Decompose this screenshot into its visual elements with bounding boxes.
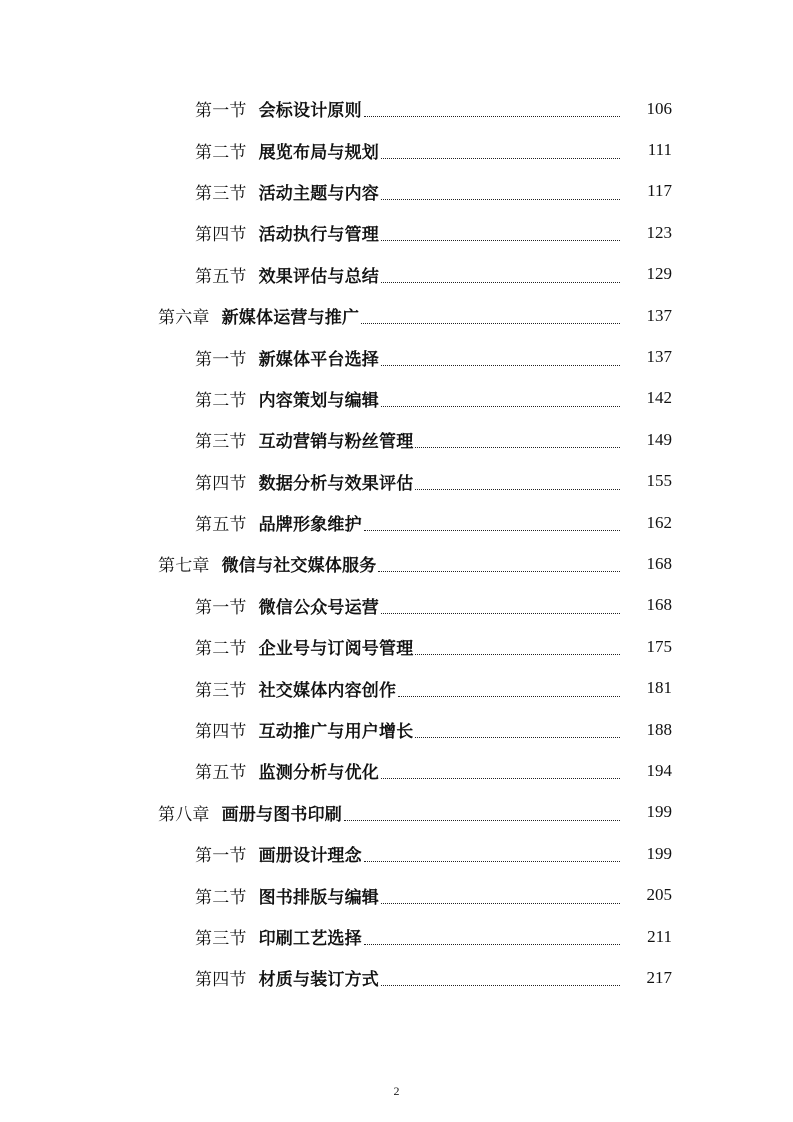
dot-leader xyxy=(381,613,620,614)
toc-section-entry[interactable] xyxy=(0,419,793,460)
dot-leader xyxy=(361,323,620,324)
toc-entry-label xyxy=(158,800,342,825)
section-title: 材质与装订方式 xyxy=(258,970,380,991)
section-number: 第四节 xyxy=(195,970,247,991)
page-number: 2 xyxy=(393,1084,400,1098)
section-number: 第二节 xyxy=(195,887,247,908)
toc-section-entry[interactable] xyxy=(0,750,793,791)
dot-leader xyxy=(398,696,620,697)
section-number: 第二节 xyxy=(195,639,247,660)
section-title: 企业号与订阅号管理 xyxy=(258,639,414,660)
toc-page-number: 211 xyxy=(647,926,672,946)
dot-leader xyxy=(364,944,620,945)
section-title: 活动主题与内容 xyxy=(258,183,380,204)
toc-entry-label xyxy=(195,469,413,494)
section-title: 效果评估与总结 xyxy=(258,266,380,287)
toc-entry-label xyxy=(195,427,413,452)
dot-leader xyxy=(415,447,620,448)
toc-entry-label xyxy=(195,883,379,908)
toc-page-number: 111 xyxy=(647,140,672,160)
toc-chapter-entry[interactable] xyxy=(0,792,793,833)
section-number: 第五节 xyxy=(195,515,247,536)
toc-page-number: 181 xyxy=(646,678,672,698)
toc-page-number: 155 xyxy=(646,471,672,491)
dot-leader xyxy=(344,820,620,821)
toc-entry-label xyxy=(195,345,379,370)
section-number: 第三节 xyxy=(195,432,247,453)
section-number: 第三节 xyxy=(195,680,247,701)
section-title: 数据分析与效果评估 xyxy=(258,473,414,494)
toc-page-number: 117 xyxy=(647,181,672,201)
section-title: 互动推广与用户增长 xyxy=(258,722,414,743)
toc-page-number: 194 xyxy=(646,760,672,780)
toc-page-number: 199 xyxy=(646,802,672,822)
section-title: 新媒体平台选择 xyxy=(258,349,380,370)
chapter-title: 微信与社交媒体服务 xyxy=(221,556,377,577)
toc-entry-label xyxy=(158,303,359,328)
chapter-number: 第六章 xyxy=(158,308,210,329)
toc-section-entry[interactable] xyxy=(0,957,793,998)
toc-section-entry[interactable] xyxy=(0,254,793,295)
section-number: 第四节 xyxy=(195,722,247,743)
toc-section-entry[interactable] xyxy=(0,212,793,253)
section-title: 内容策划与编辑 xyxy=(258,390,380,411)
dot-leader xyxy=(381,282,620,283)
section-number: 第一节 xyxy=(195,349,247,370)
toc-entry-label xyxy=(195,220,379,245)
toc-entry-label xyxy=(158,551,376,576)
toc-entry-label xyxy=(195,262,379,287)
section-number: 第一节 xyxy=(195,846,247,867)
toc-page-number: 205 xyxy=(646,885,672,905)
section-title: 活动执行与管理 xyxy=(258,225,380,246)
toc-page-number: 175 xyxy=(646,636,672,656)
dot-leader xyxy=(381,199,620,200)
section-title: 画册设计理念 xyxy=(258,846,362,867)
toc-entry-label xyxy=(195,510,362,535)
dot-leader xyxy=(415,654,620,655)
toc-entry-label xyxy=(195,965,379,990)
chapter-number: 第七章 xyxy=(158,556,210,577)
section-title: 微信公众号运营 xyxy=(258,597,380,618)
dot-leader xyxy=(364,530,620,531)
toc-entry-label xyxy=(195,676,396,701)
section-number: 第一节 xyxy=(195,597,247,618)
section-title: 监测分析与优化 xyxy=(258,763,380,784)
toc-page-number: 106 xyxy=(646,98,672,118)
section-title: 图书排版与编辑 xyxy=(258,887,380,908)
dot-leader xyxy=(381,158,620,159)
toc-section-entry[interactable] xyxy=(0,378,793,419)
toc-page-number: 188 xyxy=(646,719,672,739)
dot-leader xyxy=(364,116,620,117)
toc-section-entry[interactable] xyxy=(0,585,793,626)
toc-page-number: 162 xyxy=(646,512,672,532)
toc-page-number: 129 xyxy=(646,264,672,284)
section-number: 第三节 xyxy=(195,183,247,204)
toc-entry-label xyxy=(195,758,379,783)
toc-page-number: 149 xyxy=(646,429,672,449)
dot-leader xyxy=(381,985,620,986)
section-number: 第三节 xyxy=(195,929,247,949)
section-number: 第五节 xyxy=(195,266,247,287)
toc-section-entry[interactable] xyxy=(0,461,793,502)
chapter-title: 画册与图书印刷 xyxy=(221,804,343,825)
toc-entry-label xyxy=(195,717,413,742)
toc-entry-label xyxy=(195,634,413,659)
toc-entry-label xyxy=(195,593,379,618)
dot-leader xyxy=(381,365,620,366)
dot-leader xyxy=(378,571,620,572)
toc-entry-label xyxy=(195,386,379,411)
toc-page-number: 217 xyxy=(646,967,672,987)
toc-entry-label xyxy=(195,138,379,163)
chapter-number: 第八章 xyxy=(158,804,210,825)
dot-leader xyxy=(415,489,620,490)
section-title: 会标设计原则 xyxy=(258,101,362,122)
dot-leader xyxy=(381,406,620,407)
toc-section-entry[interactable] xyxy=(0,667,793,708)
section-title: 印刷工艺选择 xyxy=(258,929,362,949)
section-number: 第二节 xyxy=(195,390,247,411)
section-number: 第四节 xyxy=(195,225,247,246)
toc-entry-label xyxy=(195,179,379,204)
section-number: 第五节 xyxy=(195,763,247,784)
toc-entry-label xyxy=(195,924,362,949)
dot-leader xyxy=(381,240,620,241)
section-title: 社交媒体内容创作 xyxy=(258,680,397,701)
toc-page-number: 137 xyxy=(646,347,672,367)
toc-section-entry[interactable] xyxy=(0,502,793,543)
toc-section-entry[interactable] xyxy=(0,916,793,957)
table-of-contents xyxy=(0,88,793,999)
toc-page-number: 142 xyxy=(646,388,672,408)
toc-entry-label xyxy=(195,96,362,121)
section-number: 第二节 xyxy=(195,142,247,163)
toc-chapter-entry[interactable] xyxy=(0,295,793,336)
toc-page-number: 123 xyxy=(646,222,672,242)
toc-page-number: 199 xyxy=(646,843,672,863)
toc-section-entry[interactable] xyxy=(0,709,793,750)
dot-leader xyxy=(364,861,620,862)
toc-section-entry[interactable] xyxy=(0,626,793,667)
toc-page-number: 137 xyxy=(646,305,672,325)
section-title: 展览布局与规划 xyxy=(258,142,380,163)
chapter-title: 新媒体运营与推广 xyxy=(221,308,360,329)
toc-chapter-entry[interactable] xyxy=(0,543,793,584)
dot-leader xyxy=(415,737,620,738)
section-title: 品牌形象维护 xyxy=(258,515,362,536)
dot-leader xyxy=(381,903,620,904)
toc-section-entry[interactable] xyxy=(0,88,793,129)
toc-page-number: 168 xyxy=(646,595,672,615)
toc-entry-label xyxy=(195,841,362,866)
section-title: 互动营销与粉丝管理 xyxy=(258,432,414,453)
dot-leader xyxy=(381,778,620,779)
toc-section-entry[interactable] xyxy=(0,336,793,377)
section-number: 第一节 xyxy=(195,101,247,122)
toc-page-number: 168 xyxy=(646,553,672,573)
toc-section-entry[interactable] xyxy=(0,171,793,212)
toc-section-entry[interactable] xyxy=(0,129,793,170)
toc-section-entry[interactable] xyxy=(0,874,793,915)
section-number: 第四节 xyxy=(195,473,247,494)
toc-section-entry[interactable] xyxy=(0,833,793,874)
